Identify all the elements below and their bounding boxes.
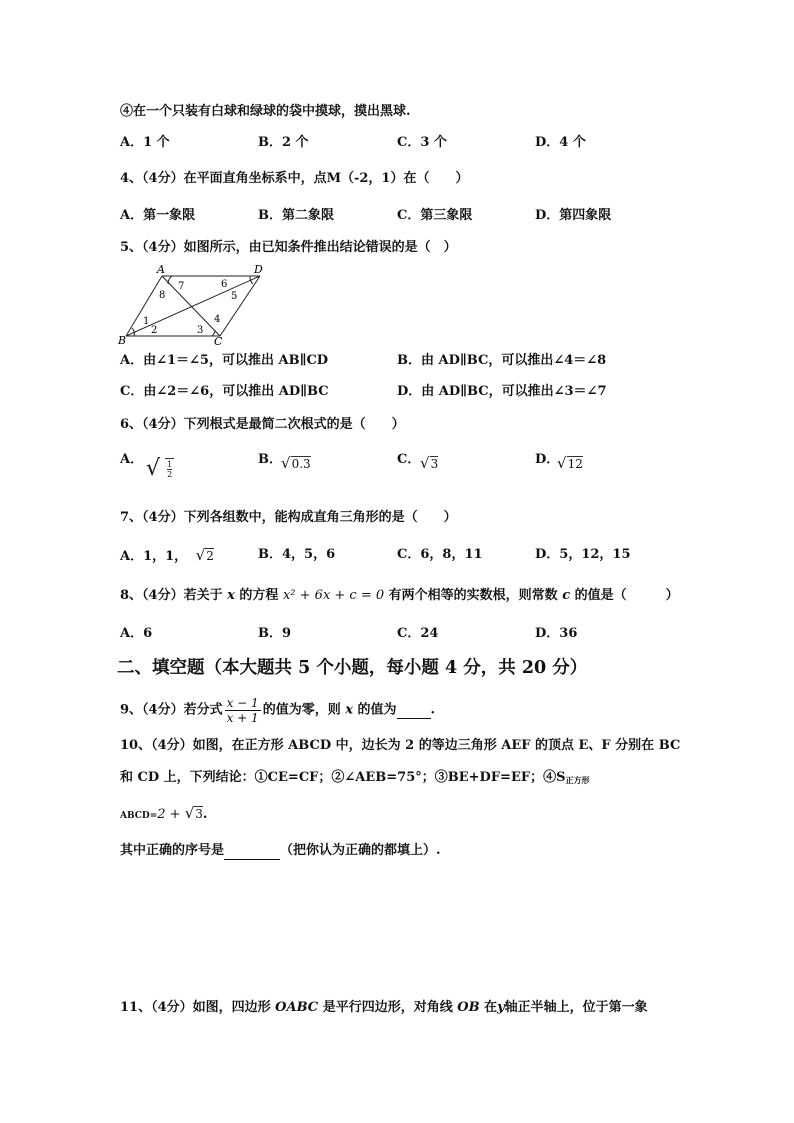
q7-option-a xyxy=(120,547,214,565)
q6-option-b-radical xyxy=(281,453,311,472)
q8-option-d: D．36 xyxy=(535,626,578,641)
q5-option-a: A．由∠1＝∠5，可以推出 AB∥CD xyxy=(120,353,329,368)
q6-stem: 6、（4分）下列根式是最简二次根式的是（ ） xyxy=(120,417,405,432)
q3-option-b: B．2 个 xyxy=(258,135,309,150)
q10-expr: 2 + xyxy=(157,807,185,822)
q3-option-c: C．3 个 xyxy=(397,135,447,150)
q6-option-b xyxy=(258,452,282,468)
q6-option-c-radical xyxy=(420,453,438,472)
q3-option-d: D．4 个 xyxy=(535,135,586,150)
q10-line2 xyxy=(120,770,589,788)
q3-line: ④在一个只装有白球和绿球的袋中摸球，摸出黑球. xyxy=(120,104,411,119)
q8-stem xyxy=(120,588,679,604)
q11-ob: OB xyxy=(457,1000,480,1015)
q10-line1: 10、（4分）如图，在正方形 ABCD 中，边长为 2 的等边三角形 AEF 的顶点 E、F 分别在 BC xyxy=(120,738,681,753)
sqrt-icon: √ xyxy=(184,804,195,822)
q6-a-denominator: 2 xyxy=(167,470,173,479)
q11-line xyxy=(120,1000,648,1016)
q8-option-b: B．9 xyxy=(258,626,292,641)
q5-angle-3: 3 xyxy=(197,325,204,336)
q5-angle-7: 7 xyxy=(178,281,185,292)
q6-option-d xyxy=(535,452,559,468)
q6-option-c xyxy=(397,452,420,468)
q11-oabc: OABC xyxy=(275,1000,319,1015)
q10-line3 xyxy=(120,805,207,824)
sqrt-icon: √ xyxy=(281,454,291,472)
q5-label-D: D xyxy=(254,263,263,276)
q11-mid2: 在 xyxy=(484,1000,498,1015)
sqrt-icon: √ xyxy=(146,456,161,481)
q9-var-x: x xyxy=(345,702,353,718)
q6-option-c-label: C． xyxy=(397,452,421,467)
q4-option-c: C．第三象限 xyxy=(397,208,473,223)
q4-option-a: A．第一象限 xyxy=(120,208,196,223)
q11-pre: 11、（4分）如图，四边形 xyxy=(120,1000,271,1015)
q11-mid1: 是平行四边形，对角线 xyxy=(322,1000,453,1015)
sqrt-icon: √ xyxy=(420,454,430,472)
q10-line4 xyxy=(120,843,441,860)
q5-stem: 5、（4分）如图所示，由已知条件推出结论错误的是（ ） xyxy=(120,240,457,255)
q8-stem-mid: 的方程 xyxy=(239,588,279,603)
q7-a-radicand: 2 xyxy=(206,549,214,563)
q5-option-b: B．由 AD∥BC，可以推出∠4＝∠8 xyxy=(397,353,607,368)
q8-option-a: A．6 xyxy=(120,626,153,641)
sqrt-icon: √ xyxy=(557,454,567,472)
q9-end: . xyxy=(430,702,436,718)
q10-answer-blank xyxy=(224,843,280,860)
q10-answer-prompt: 其中正确的序号是 xyxy=(120,843,225,858)
sqrt-icon: √ xyxy=(195,546,206,564)
q5-angle-1: 1 xyxy=(143,316,150,327)
q9-pre: 9、（4分）若分式 xyxy=(120,702,223,718)
q6-a-numerator: 1 xyxy=(167,460,173,469)
q5-option-d: D．由 AD∥BC，可以推出∠3＝∠7 xyxy=(397,384,607,399)
q10-eq: = xyxy=(149,811,158,821)
q9-denominator: x + 1 xyxy=(226,711,259,725)
q10-sub-abcd: ABCD xyxy=(120,811,150,821)
q3-option-a: A．1 个 xyxy=(120,135,170,150)
q8-option-c: C．24 xyxy=(397,626,439,641)
q9-fraction xyxy=(225,696,261,725)
q10-end: . xyxy=(202,807,208,822)
q9-numerator: x − 1 xyxy=(226,696,259,710)
q9-answer-blank xyxy=(397,702,431,719)
q8-equation: x² + 6x + c = 0 xyxy=(282,588,385,603)
q6-b-radicand: 0.3 xyxy=(291,457,311,471)
q6-option-a xyxy=(120,452,143,468)
q7-option-d: D．5，12，15 xyxy=(535,547,631,562)
q4-option-d: D．第四象限 xyxy=(535,208,612,223)
q5-angle-4: 4 xyxy=(214,314,221,325)
q6-d-radicand: 12 xyxy=(567,457,583,471)
q8-stem-end: 的值是（ ） xyxy=(574,588,679,603)
q4-option-b: B．第二象限 xyxy=(258,208,334,223)
q10-radicand: 3 xyxy=(195,807,203,821)
q6-option-d-radical xyxy=(557,453,583,472)
q10-answer-note: （把你认为正确的都填上）. xyxy=(280,843,441,858)
q5-parallelogram-figure xyxy=(116,262,276,346)
q5-label-C: C xyxy=(214,335,223,346)
q9-mid: 的值为零，则 xyxy=(262,702,341,718)
q6-option-b-label: B． xyxy=(258,452,282,467)
q5-label-B: B xyxy=(118,334,127,346)
q9-post: 的值为 xyxy=(357,702,397,718)
q7-option-b: B．4，5，6 xyxy=(258,547,336,562)
q8-var-c: c xyxy=(562,588,571,603)
q10-line2-text: 和 CD 上，下列结论：①CE=CF；②∠AEB=75°；③BE+DF=EF；④S xyxy=(120,770,566,785)
q6-option-d-label: D． xyxy=(535,452,560,467)
q10-sub-square: 正方形 xyxy=(565,775,590,785)
q6-option-a-label: A． xyxy=(120,452,144,467)
q5-angle-6: 6 xyxy=(221,279,228,290)
q7-option-c: C．6，8，11 xyxy=(397,547,483,562)
q5-angle-5: 5 xyxy=(231,291,238,302)
q4-stem: 4、（4分）在平面直角坐标系中，点M（-2，1）在（ ） xyxy=(120,171,469,186)
q7-stem: 7、（4分）下列各组数中，能构成直角三角形的是（ ） xyxy=(120,510,457,525)
q9-line xyxy=(120,696,435,725)
q8-stem-post: 有两个相等的实数根，则常数 xyxy=(388,588,558,603)
section2-title: 二、填空题（本大题共 5 个小题，每小题 4 分，共 20 分） xyxy=(117,658,588,678)
q5-angle-8: 8 xyxy=(159,290,166,301)
q6-option-a-radical xyxy=(146,456,174,481)
q5-angle-2: 2 xyxy=(151,325,158,336)
q7-option-a-prefix: A．1，1， xyxy=(120,549,188,564)
q5-option-c: C．由∠2＝∠6，可以推出 AD∥BC xyxy=(120,384,329,399)
q8-var-x: x xyxy=(227,588,235,603)
q8-stem-pre: 8、（4分）若关于 xyxy=(120,588,223,603)
q6-c-radicand: 3 xyxy=(430,457,439,471)
q5-label-A: A xyxy=(157,263,165,276)
q11-post: 轴正半轴上，位于第一象 xyxy=(504,1000,648,1015)
q11-y: y xyxy=(497,1000,505,1015)
